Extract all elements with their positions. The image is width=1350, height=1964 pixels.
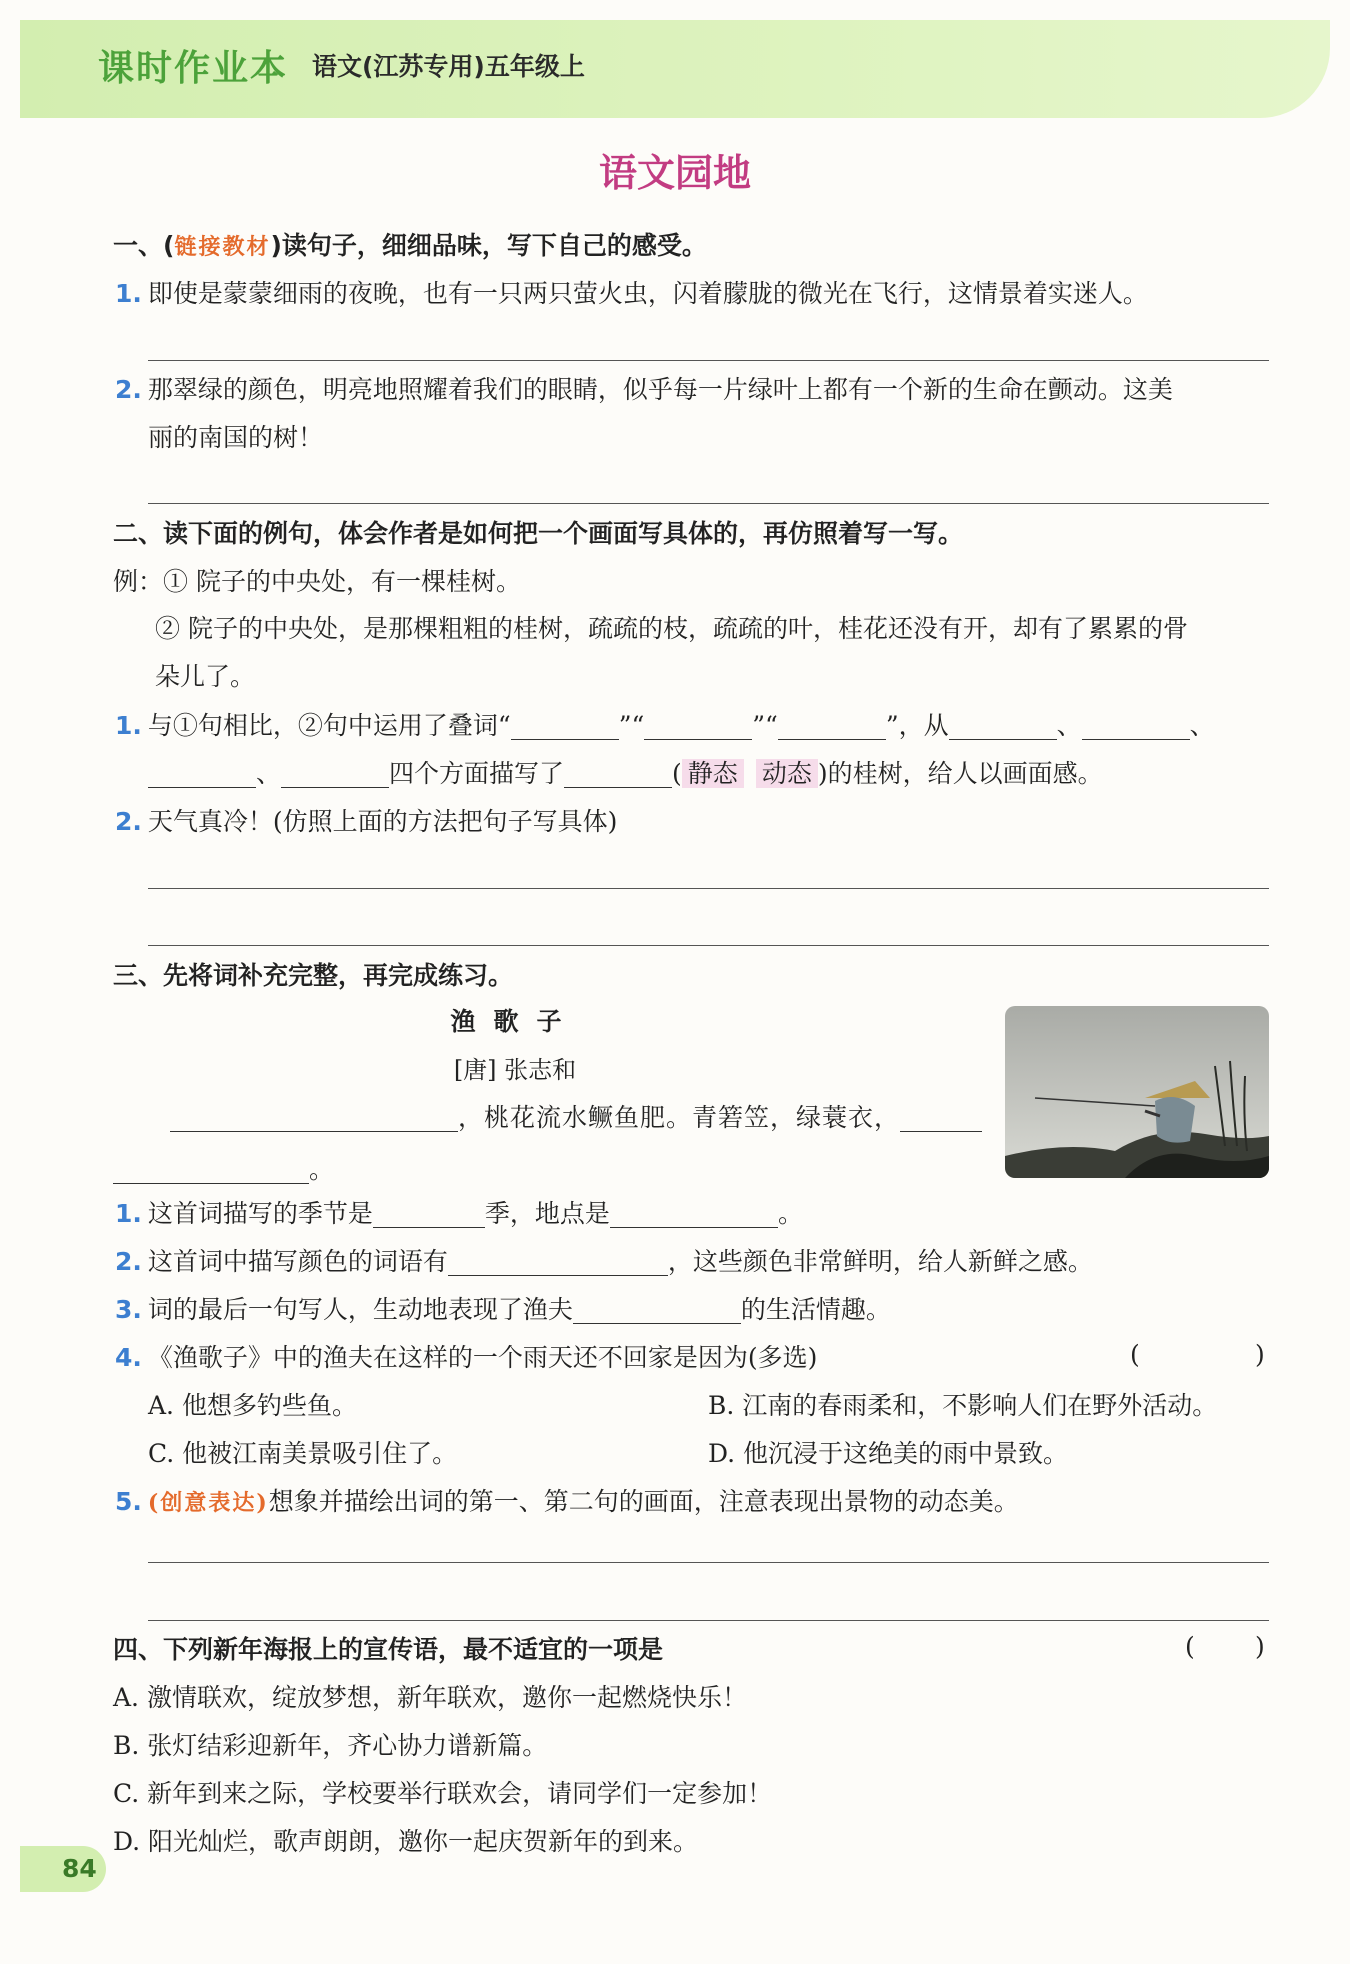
question-number: 1. xyxy=(115,1199,142,1228)
q-text: 这首词中描写颜色的词语有 xyxy=(147,1247,448,1276)
answer-line[interactable] xyxy=(148,945,1269,946)
s1-question-2-cont: 丽的南国的树！ xyxy=(148,423,324,452)
s1-question-2 xyxy=(115,372,1173,408)
q-text: 、 xyxy=(1189,711,1215,740)
q-text: 季，地点是 xyxy=(484,1199,610,1228)
poem-title: 渔歌子 xyxy=(450,1007,580,1036)
section-3-heading: 三、先将词补充完整，再完成练习。 xyxy=(113,961,514,990)
option-c[interactable]: C. 他被江南美景吸引住了。 xyxy=(148,1439,458,1468)
answer-bracket-open: ( xyxy=(1130,1340,1140,1369)
s1-question-1 xyxy=(115,276,1148,312)
poem-text: 。 xyxy=(309,1155,335,1184)
fill-blank[interactable] xyxy=(448,1247,668,1276)
q-text: 、 xyxy=(1056,711,1082,740)
answer-line[interactable] xyxy=(148,1620,1269,1621)
answer-bracket-open: ( xyxy=(1185,1632,1195,1661)
question-text: 即使是蒙蒙细雨的夜晚，也有一只两只萤火虫，闪着朦胧的微光在飞行，这情景着实迷人。 xyxy=(147,279,1148,308)
question-number: 1. xyxy=(115,279,142,308)
choice-static[interactable]: 静态 xyxy=(682,759,744,788)
question-text: 《渔歌子》中的渔夫在这样的一个雨天还不回家是因为(多选) xyxy=(147,1343,818,1372)
question-number: 3. xyxy=(115,1295,142,1324)
q-text: ”“ xyxy=(618,711,645,740)
q-text: 词的最后一句写人，生动地表现了渔夫 xyxy=(147,1295,573,1324)
answer-line[interactable] xyxy=(148,503,1269,504)
book-subtitle: 语文(江苏专用)五年级上 xyxy=(312,52,585,81)
section-1-instruction: )读句子，细细品味，写下自己的感受。 xyxy=(270,231,707,260)
s3-question-5 xyxy=(115,1484,1019,1521)
s3-question-3 xyxy=(115,1292,891,1328)
fill-blank[interactable] xyxy=(113,1155,309,1184)
section-2-heading: 二、读下面的例句，体会作者是如何把一个画面写具体的，再仿照着写一写。 xyxy=(113,519,964,548)
option-b[interactable]: B. 江南的春雨柔和，不影响人们在野外活动。 xyxy=(708,1391,1218,1420)
fill-blank[interactable] xyxy=(644,711,752,740)
q-text: 四个方面描写了 xyxy=(389,759,565,788)
answer-line[interactable] xyxy=(148,1562,1269,1563)
example-2-cont: 朵儿了。 xyxy=(155,662,256,691)
fill-blank[interactable] xyxy=(281,759,389,788)
s2-question-1 xyxy=(115,708,1215,744)
tag-link-textbook: 链接教材 xyxy=(174,235,271,260)
answer-bracket-close: ) xyxy=(1255,1632,1265,1661)
q-text: 与①句相比，②句中运用了叠词“ xyxy=(147,711,511,740)
tag-creative-expression: 创意表达 xyxy=(160,1490,257,1516)
fill-blank[interactable] xyxy=(1082,711,1190,740)
poem-text: ，桃花流水鳜鱼肥。青箬笠，绿蓑衣， xyxy=(458,1103,901,1132)
example-2: ② 院子的中央处，是那棵粗粗的桂树，疏疏的枝，疏疏的叶，桂花还没有开，却有了累累的骨 xyxy=(155,614,1188,643)
tag-paren: ) xyxy=(256,1490,269,1516)
fill-blank[interactable] xyxy=(900,1103,982,1132)
choice-dynamic[interactable]: 动态 xyxy=(756,759,818,788)
question-number: 5. xyxy=(115,1487,142,1516)
fill-blank[interactable] xyxy=(170,1103,458,1132)
example-1: 例：① 院子的中央处，有一棵桂树。 xyxy=(113,567,521,596)
s2-question-1-cont xyxy=(148,756,1103,792)
section-4-heading: 四、下列新年海报上的宣传语，最不适宜的一项是 xyxy=(113,1635,664,1664)
s3-question-1 xyxy=(115,1196,803,1232)
question-number: 2. xyxy=(115,807,142,836)
q-text: )的桂树，给人以画面感。 xyxy=(817,759,1103,788)
q-text: 这首词描写的季节是 xyxy=(147,1199,373,1228)
question-text: 想象并描绘出词的第一、第二句的画面，注意表现出景物的动态美。 xyxy=(268,1487,1019,1516)
page-number: 84 xyxy=(20,1846,106,1892)
fisherman-illustration xyxy=(1005,1006,1269,1178)
answer-line[interactable] xyxy=(148,888,1269,889)
section-1-prefix: 一、( xyxy=(113,231,175,260)
option-b[interactable]: B. 张灯结彩迎新年，齐心协力谱新篇。 xyxy=(113,1731,548,1760)
question-number: 2. xyxy=(115,375,142,404)
page-title: 语文园地 xyxy=(598,151,751,195)
fill-blank[interactable] xyxy=(949,711,1057,740)
question-number: 2. xyxy=(115,1247,142,1276)
fill-blank[interactable] xyxy=(511,711,619,740)
question-number: 4. xyxy=(115,1343,142,1372)
fill-blank[interactable] xyxy=(573,1295,741,1324)
fill-blank[interactable] xyxy=(373,1199,485,1228)
question-text: 那翠绿的颜色，明亮地照耀着我们的眼睛，似乎每一片绿叶上都有一个新的生命在颤动。这美 xyxy=(147,375,1173,404)
q-text: ”“ xyxy=(752,711,778,740)
q-text: ( xyxy=(672,759,682,788)
fisherman-ink-painting-icon xyxy=(1005,1006,1269,1178)
question-number: 1. xyxy=(115,711,142,740)
q-text: 的生活情趣。 xyxy=(740,1295,891,1324)
answer-line[interactable] xyxy=(148,360,1269,361)
section-1-heading xyxy=(113,228,707,266)
fill-blank[interactable] xyxy=(564,759,672,788)
s2-question-2 xyxy=(115,804,617,840)
tag-paren: ( xyxy=(147,1490,161,1516)
q-text: ”，从 xyxy=(885,711,949,740)
option-d[interactable]: D. 阳光灿烂，歌声朗朗，邀你一起庆贺新年的到来。 xyxy=(113,1827,699,1856)
poem-line-2 xyxy=(113,1152,334,1188)
option-a[interactable]: A. 他想多钓些鱼。 xyxy=(148,1391,357,1420)
poem-line-1 xyxy=(170,1100,982,1136)
fill-blank[interactable] xyxy=(778,711,886,740)
q-text: ，这些颜色非常鲜明，给人新鲜之感。 xyxy=(667,1247,1093,1276)
s3-question-4 xyxy=(115,1340,817,1376)
q-text: 、 xyxy=(256,759,282,788)
option-d[interactable]: D. 他沉浸于这绝美的雨中景致。 xyxy=(708,1439,1069,1468)
fill-blank[interactable] xyxy=(610,1199,778,1228)
poem-author: [唐] 张志和 xyxy=(453,1056,577,1084)
q-text: 。 xyxy=(777,1199,803,1228)
question-text: 天气真冷！(仿照上面的方法把句子写具体) xyxy=(147,807,618,836)
brand-title: 课时作业本 xyxy=(98,48,289,89)
answer-bracket-close: ) xyxy=(1255,1340,1265,1369)
s3-question-2 xyxy=(115,1244,1093,1280)
fill-blank[interactable] xyxy=(148,759,256,788)
option-a[interactable]: A. 激情联欢，绽放梦想，新年联欢，邀你一起燃烧快乐！ xyxy=(113,1683,747,1712)
option-c[interactable]: C. 新年到来之际，学校要举行联欢会，请同学们一定参加！ xyxy=(113,1779,773,1808)
